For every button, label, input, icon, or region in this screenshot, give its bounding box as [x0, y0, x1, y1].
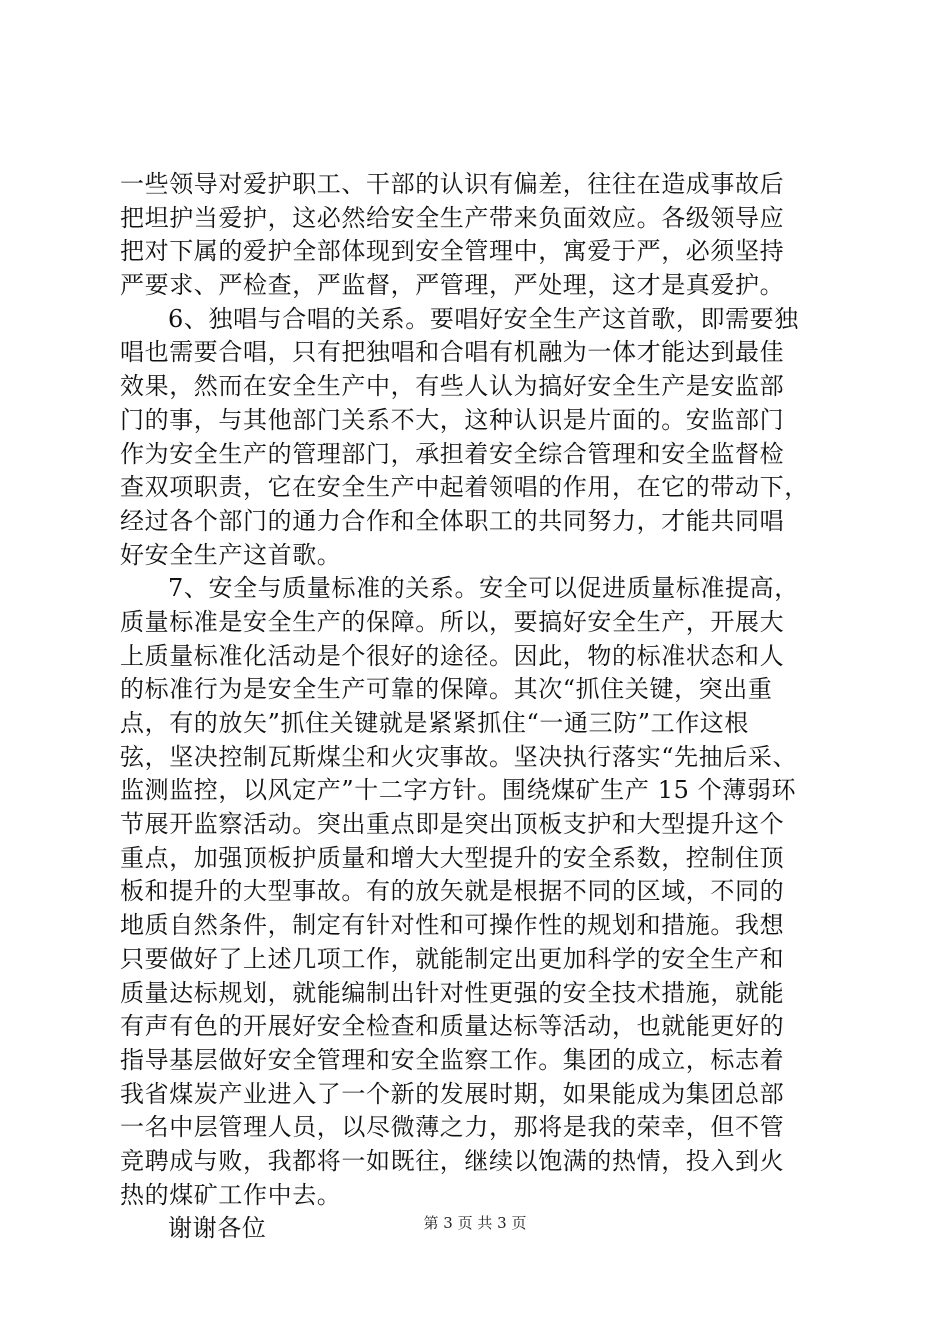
text-line: 热的煤矿工作中去。 — [120, 1180, 342, 1209]
text-line: 质量达标规划，就能编制出针对性更强的安全技术措施，就能 — [120, 978, 785, 1007]
text-line: 监测监控，以风定产”十二字方针。围绕煤矿生产 15 个薄弱环 — [120, 776, 797, 805]
text-line: 竞聘成与败，我都将一如既往，继续以饱满的热情，投入到火 — [120, 1146, 785, 1175]
text-line: 我省煤炭产业进入了一个新的发展时期，如果能成为集团总部 — [120, 1079, 785, 1108]
text-line: 弦，坚决控制瓦斯煤尘和火灾事故。坚决执行落实“先抽后采、 — [120, 742, 798, 771]
text-line: 地质自然条件，制定有针对性和可操作性的规划和措施。我想 — [120, 911, 785, 940]
text-line: 质量标准是安全生产的保障。所以，要搞好安全生产，开展大 — [120, 607, 785, 636]
text-line: 唱也需要合唱，只有把独唱和合唱有机融为一体才能达到最佳 — [120, 338, 785, 367]
text-line: 6、独唱与合唱的关系。要唱好安全生产这首歌，即需要独 — [168, 304, 799, 333]
text-line: 谢谢各位 — [168, 1214, 267, 1243]
text-line: 的标准行为是安全生产可靠的保障。其次“抓住关键，突出重 — [120, 675, 773, 704]
text-line: 指导基层做好安全管理和安全监察工作。集团的成立，标志着 — [120, 1045, 785, 1074]
text-line: 查双项职责，它在安全生产中起着领唱的作用，在它的带动下， — [120, 473, 809, 502]
text-line: 重点，加强顶板护质量和增大大型提升的安全系数，控制住顶 — [120, 843, 785, 872]
text-line: 点，有的放矢”抓住关键就是紧紧抓住“一通三防”工作这根 — [120, 709, 750, 737]
text-line: 一些领导对爱护职工、干部的认识有偏差，往往在造成事故后 — [120, 170, 785, 198]
text-line: 一名中层管理人员，以尽微薄之力，那将是我的荣幸，但不管 — [120, 1113, 785, 1142]
text-line: 7、安全与质量标准的关系。安全可以促进质量标准提高， — [168, 574, 799, 603]
text-line: 效果，然而在安全生产中，有些人认为搞好安全生产是安监部 — [120, 372, 785, 401]
text-line: 节展开监察活动。突出重点即是突出顶板支护和大型提升这个 — [120, 810, 785, 839]
body-text — [120, 168, 840, 1246]
text-line: 只要做好了上述几项工作，就能制定出更加科学的安全生产和 — [120, 944, 785, 973]
text-line: 严要求、严检查，严监督，严管理，严处理，这才是真爱护。 — [120, 271, 785, 300]
text-line: 门的事，与其他部门关系不大，这种认识是片面的。安监部门 — [120, 405, 785, 434]
text-line: 好安全生产这首歌。 — [120, 540, 342, 569]
text-line: 把对下属的爱护全部体现到安全管理中，寓爱于严，必须坚持 — [120, 237, 785, 266]
text-line: 有声有色的开展好安全检查和质量达标等活动，也就能更好的 — [120, 1012, 785, 1041]
text-line: 作为安全生产的管理部门，承担着安全综合管理和安全监督检 — [120, 439, 785, 468]
text-line: 板和提升的大型事故。有的放矢就是根据不同的区域，不同的 — [120, 877, 785, 906]
text-line: 把坦护当爱护，这必然给安全生产带来负面效应。各级领导应 — [120, 203, 785, 232]
text-line: 经过各个部门的通力合作和全体职工的共同努力，才能共同唱 — [120, 506, 785, 535]
page-footer: 第 3 页 共 3 页 — [423, 1214, 527, 1232]
text-line: 上质量标准化活动是个很好的途径。因此，物的标准状态和人 — [120, 641, 785, 670]
